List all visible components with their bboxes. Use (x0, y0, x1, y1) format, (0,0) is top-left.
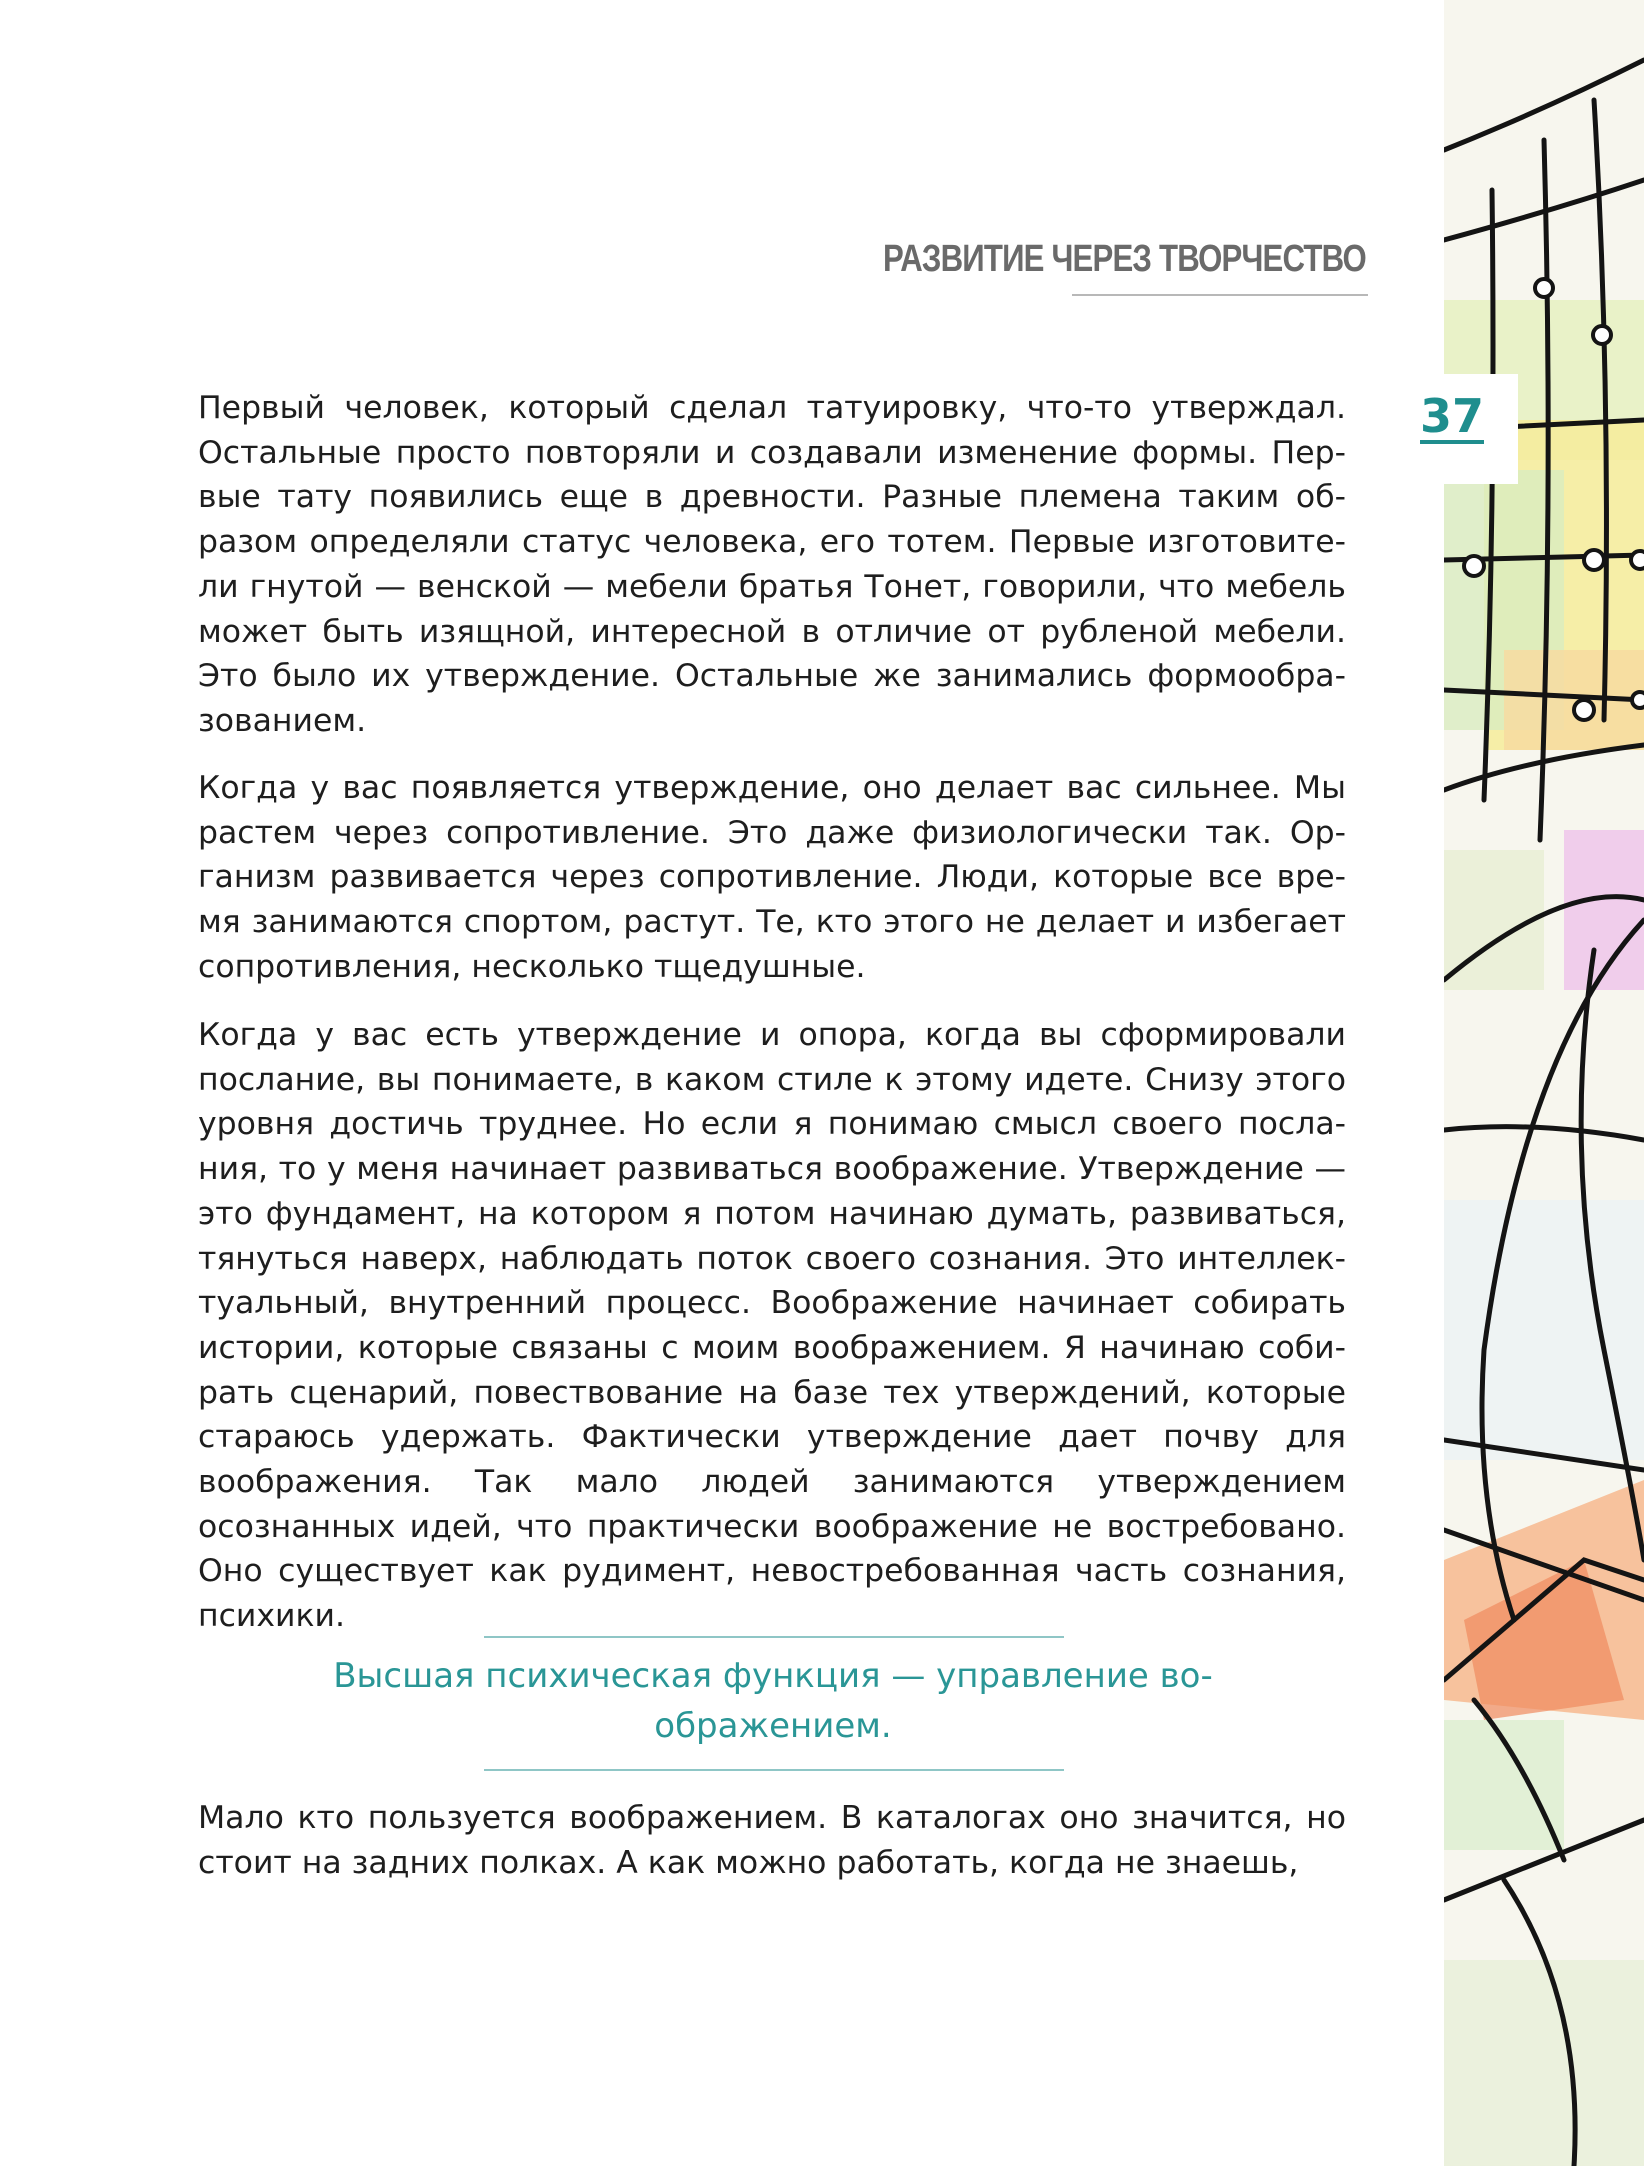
side-illustration (1444, 0, 1644, 2166)
page-number: 37 (1420, 389, 1485, 443)
body-paragraph: Когда у вас появляется утверждение, оно делает вас сильнее. Мы растем через сопротивление. Это даже физиологически так. Организм развивается через сопротивление. Люди, которые все время занимаются спортом, растут. Те, кто этого не делает и избегает сопротивления, несколько тщедушные. (198, 770, 1346, 985)
body-paragraph: Первый человек, который сделал татуировку, что-то утверждал. Остальные просто повторяли и создавали изменение формы. Первые тату появились еще в древности. Разные племена таким образом определяли статус человека, его тотем. Первые изготовители гнутой — венской — мебели братья Тонет, говорили, что мебель может быть изящной, интересной в отличие от рубленой мебели. Это было их утверждение. Остальные же занимались формообразованием. (198, 390, 1346, 739)
pull-quote: Высшая психическая функция — управление воображением. (333, 1656, 1213, 1746)
header-rule (1072, 294, 1368, 296)
body-paragraph: Мало кто пользуется воображением. В каталогах оно значится, но стоит на задних полках. А как можно работать, когда не знаешь, (198, 1800, 1346, 1881)
body-paragraph: Когда у вас есть утверждение и опора, когда вы сформировали послание, вы понимаете, в каком стиле к этому идете. Снизу этого уровня достичь труднее. Но если я понимаю смысл своего послания, то у меня начинает развиваться воображение. Утверждение — это фундамент, на котором я потом начинаю думать, развиваться, тянуться наверх, наблюдать поток своего сознания. Это интеллектуальный, внутренний процесс. Воображение начинает собирать истории, которые связаны с моим воображением. Я начинаю собирать сценарий, повествование на базе тех утверждений, которые стараюсь удержать. Фактически утверждение дает почву для воображения. Так мало людей занимаются утверждением осознанных идей, что практически воображение не востребовано. Оно существует как рудимент, невостребованная часть сознания, психики. (198, 1017, 1346, 1635)
pull-quote-bottom-rule (484, 1769, 1064, 1771)
running-title: РАЗВИТИЕ ЧЕРЕЗ ТВОРЧЕСТВО (883, 238, 1366, 280)
pull-quote-top-rule (484, 1636, 1064, 1638)
